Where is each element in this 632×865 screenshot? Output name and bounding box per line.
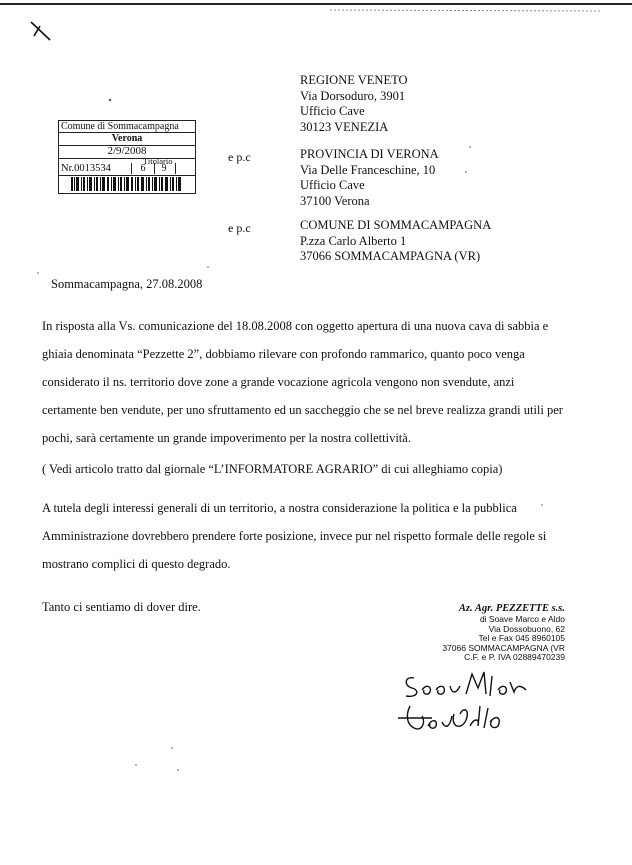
recipient-line: Via Delle Franceschine, 10 xyxy=(300,162,436,177)
stamp-class-2: 9 xyxy=(153,163,176,174)
recipient-line: Ufficio Cave xyxy=(300,178,365,192)
body-line: mostrano complici di questo degrado. xyxy=(42,557,231,571)
body-line: certamente ben vendute, per uno sfruttamento ed un saccheggio che se nel breve realizza grandi utili per xyxy=(42,403,563,417)
body-line: In risposta alla Vs. comunicazione del 18.08.2008 con oggetto apertura di una nuova cava di sabbia e xyxy=(42,319,549,333)
body-line: considerato il ns. territorio dove zone a grande vocazione agricola vengono non svendute, anzi xyxy=(42,375,515,389)
body-line: pochi, sarà certamente un grande impoverimento per la nostra collettività. xyxy=(42,431,411,445)
recipient-line: 30123 VENEZIA xyxy=(300,119,389,134)
company-line: di Soave Marco e Aldo xyxy=(479,614,565,624)
recipient-line: 37100 Verona xyxy=(300,193,370,208)
place-date: Sommacampagna, 27.08.2008 xyxy=(51,277,203,291)
stamp-city: Verona xyxy=(59,133,195,146)
company-line: 37066 SOMMACAMPAGNA (VR xyxy=(442,642,565,653)
body-line: ghiaia denominata “Pezzette 2”, dobbiamo rilevare con profondo rammarico, quanto poco venga xyxy=(42,347,525,361)
body-line: A tutela degli interessi generali di un territorio, a nostra considerazione la politica e la pubblica xyxy=(42,501,517,515)
recipient-line: REGIONE VENETO xyxy=(300,73,408,87)
stamp-municipality: Comune di Sommacampagna xyxy=(59,121,195,133)
body-line: Amministrazione dovrebbero prendere forte posizione, invece pur nel rispetto formale delle regole si xyxy=(42,529,547,543)
recipient-line: Via Dorsoduro, 3901 xyxy=(300,88,406,103)
recipient-line: PROVINCIA DI VERONA xyxy=(300,147,439,161)
closing-line: Tanto ci sentiamo di dover dire. xyxy=(42,600,201,614)
company-name: Az. Agr. PEZZETTE s.s. xyxy=(458,603,565,614)
stamp-protocol-number: Nr.0013534 xyxy=(61,163,111,174)
company-line: Tel e Fax 045 8960105 xyxy=(478,633,565,643)
body-note: ( Vedi articolo tratto dal giornale “L’INFORMATORE AGRARIO” di cui alleghiamo copia) xyxy=(42,462,503,476)
stamp-titolario-label: Titolario xyxy=(143,156,173,166)
recipient-line: 37066 SOMMACAMPAGNA (VR) xyxy=(300,249,481,263)
stamp-date: 2/9/2008 xyxy=(59,146,195,159)
stamp-class-1: 6 xyxy=(131,163,155,174)
recipient-line: COMUNE DI SOMMACAMPAGNA xyxy=(300,218,492,232)
cc-label-2: e p.c xyxy=(228,221,251,235)
company-line: Via Dossobuono, 62 xyxy=(488,623,565,634)
recipient-line: Ufficio Cave xyxy=(300,104,365,118)
company-line: C.F. e P. IVA 02889470239 xyxy=(464,652,565,662)
cc-label-1: e p.c xyxy=(228,150,251,164)
recipient-line: P.zza Carlo Alberto 1 xyxy=(300,233,407,248)
